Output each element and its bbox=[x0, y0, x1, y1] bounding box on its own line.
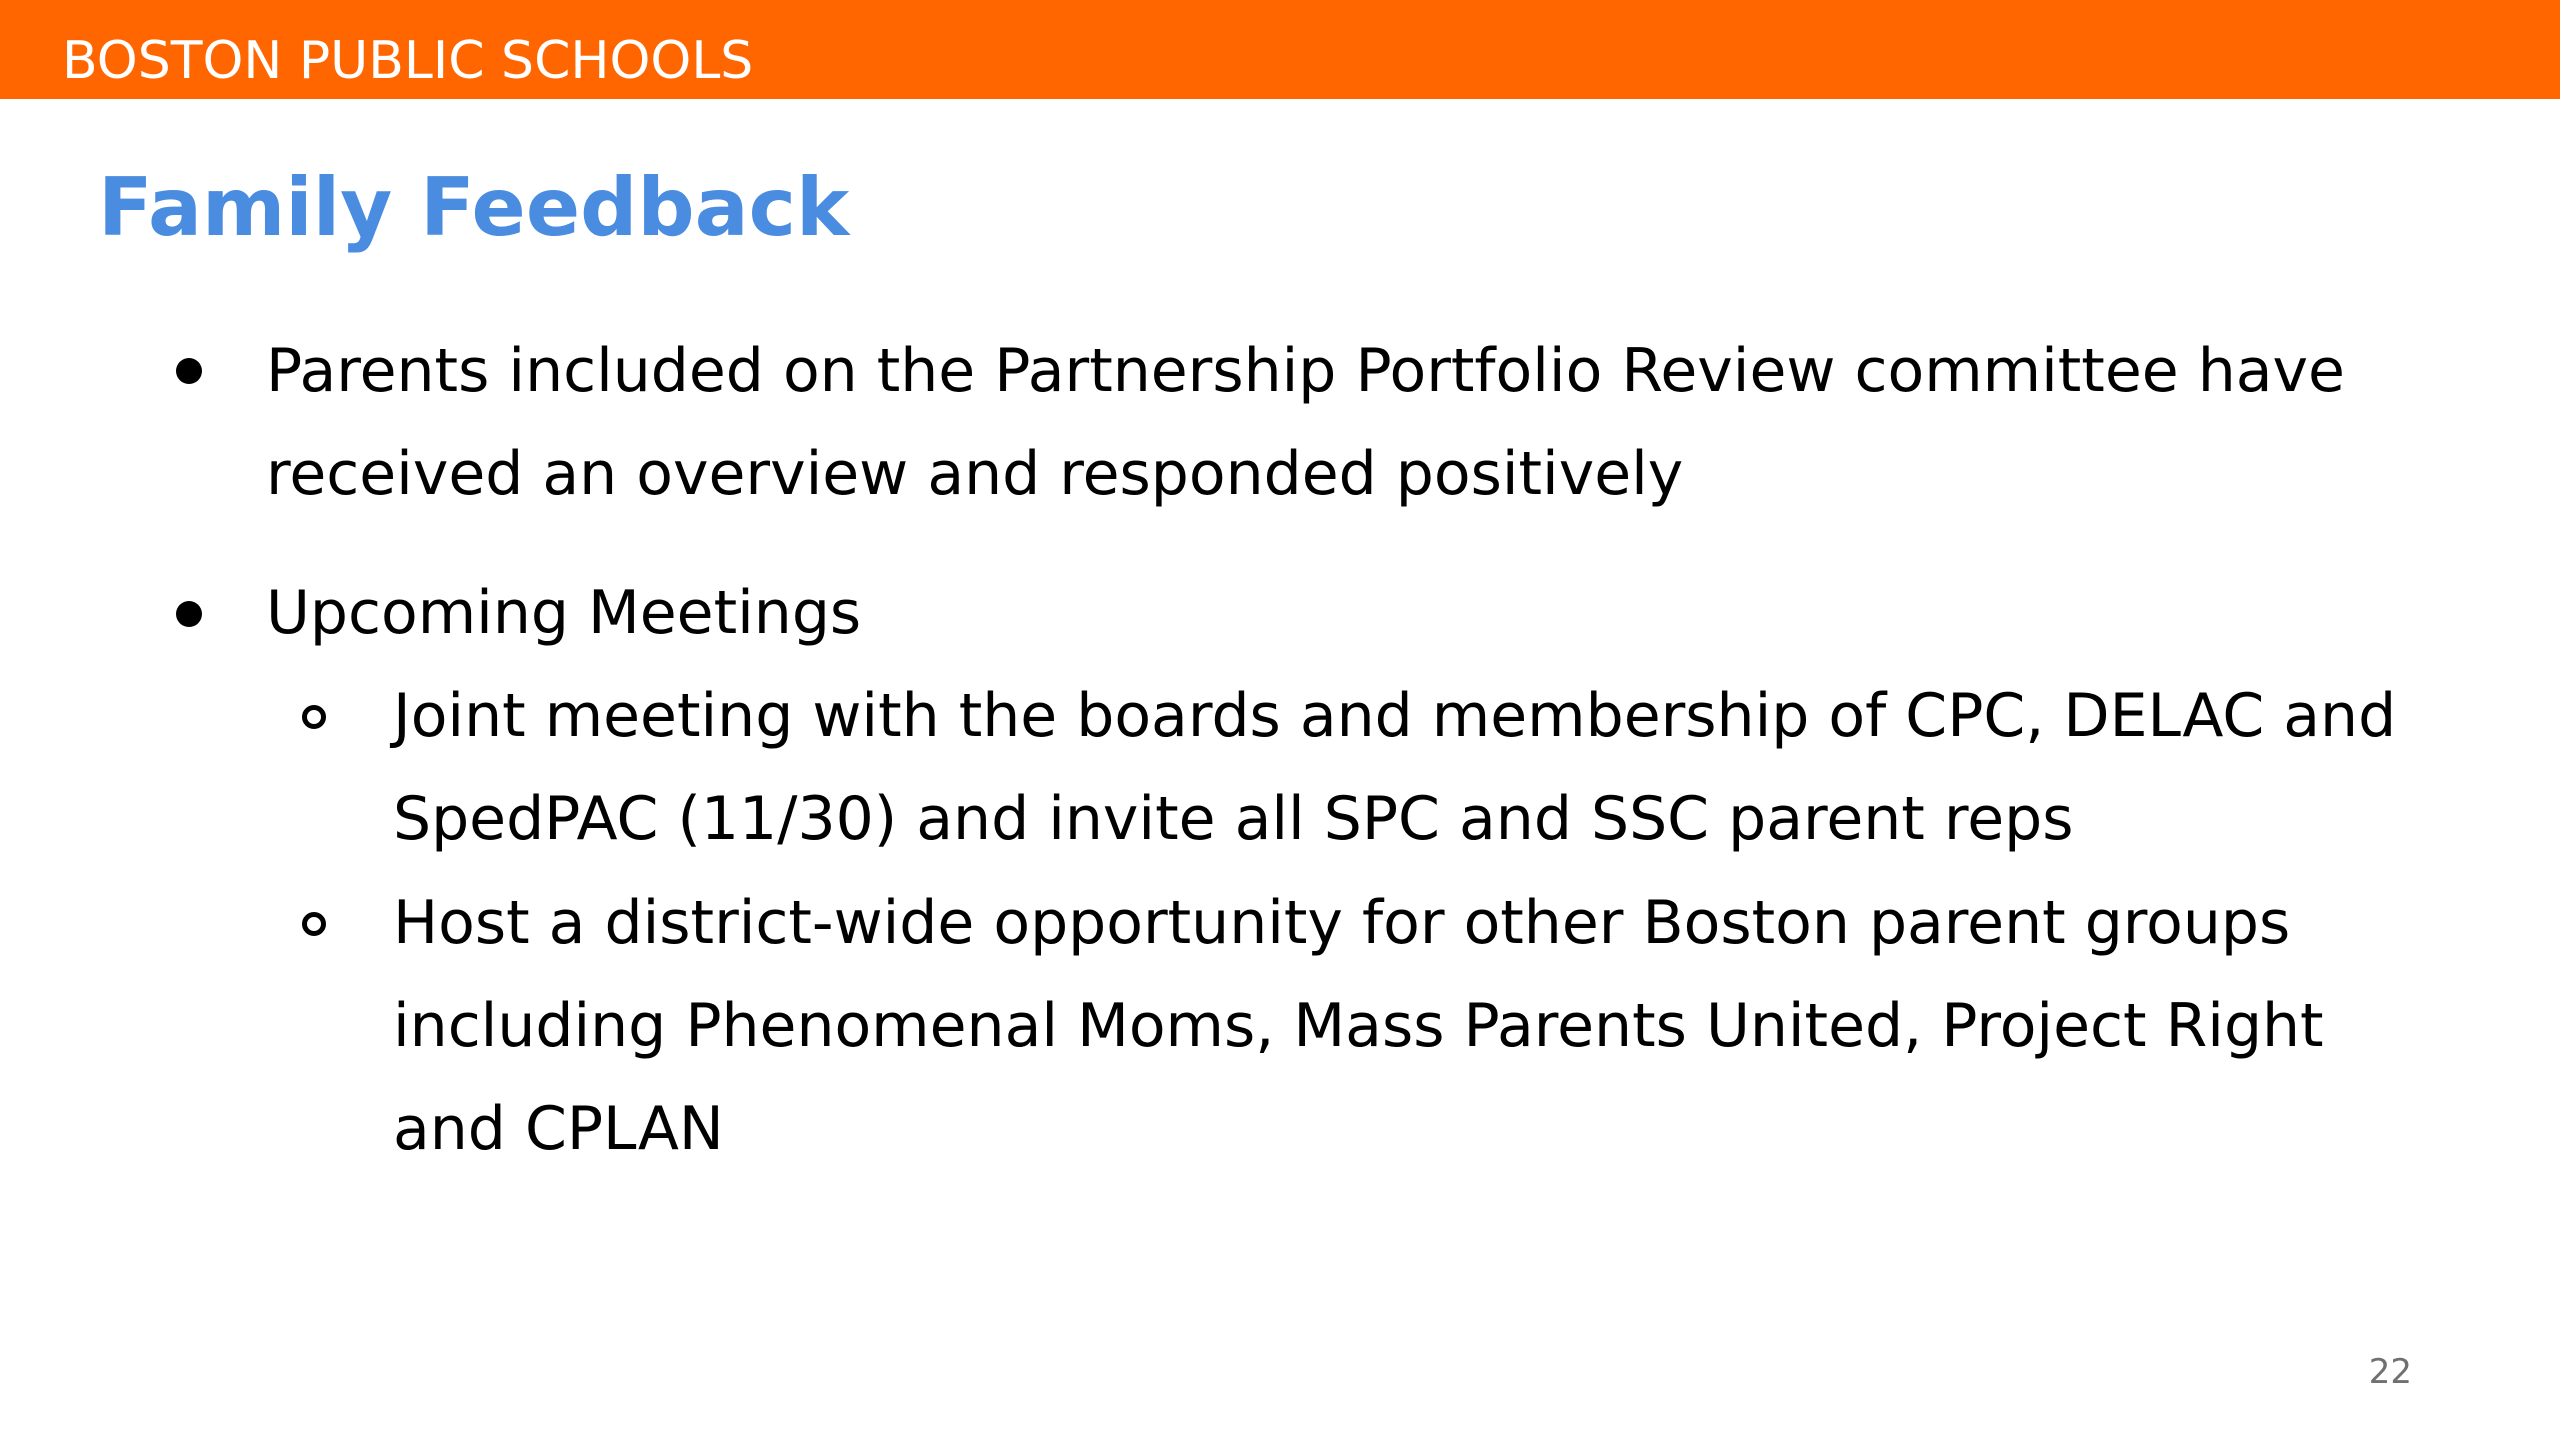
sub-bullet-circle-icon bbox=[302, 912, 326, 936]
header-title: BOSTON PUBLIC SCHOOLS bbox=[62, 31, 754, 91]
sub-bullet-circle-icon bbox=[302, 705, 326, 729]
page-title: Family Feedback bbox=[98, 161, 850, 254]
bullet-item-partnership-review: Parents included on the Partnership Portfolio Review committee have received an overview and responded positively bbox=[266, 336, 2345, 509]
sub-item-district-wide-opportunity: Host a district-wide opportunity for other Boston parent groups including Phenomenal Moms, Mass Parents United, Project Right and CPLAN bbox=[393, 888, 2324, 1164]
bullet-item-upcoming-meetings: Upcoming Meetings bbox=[266, 578, 862, 648]
sub-item-joint-meeting: Joint meeting with the boards and membership of CPC, DELAC and SpedPAC (11/30) and invite all SPC and SSC parent reps bbox=[393, 681, 2397, 854]
bullet-dot-icon bbox=[176, 358, 202, 384]
bullet-dot-icon bbox=[176, 601, 202, 627]
page-number: 22 bbox=[2368, 1352, 2412, 1392]
